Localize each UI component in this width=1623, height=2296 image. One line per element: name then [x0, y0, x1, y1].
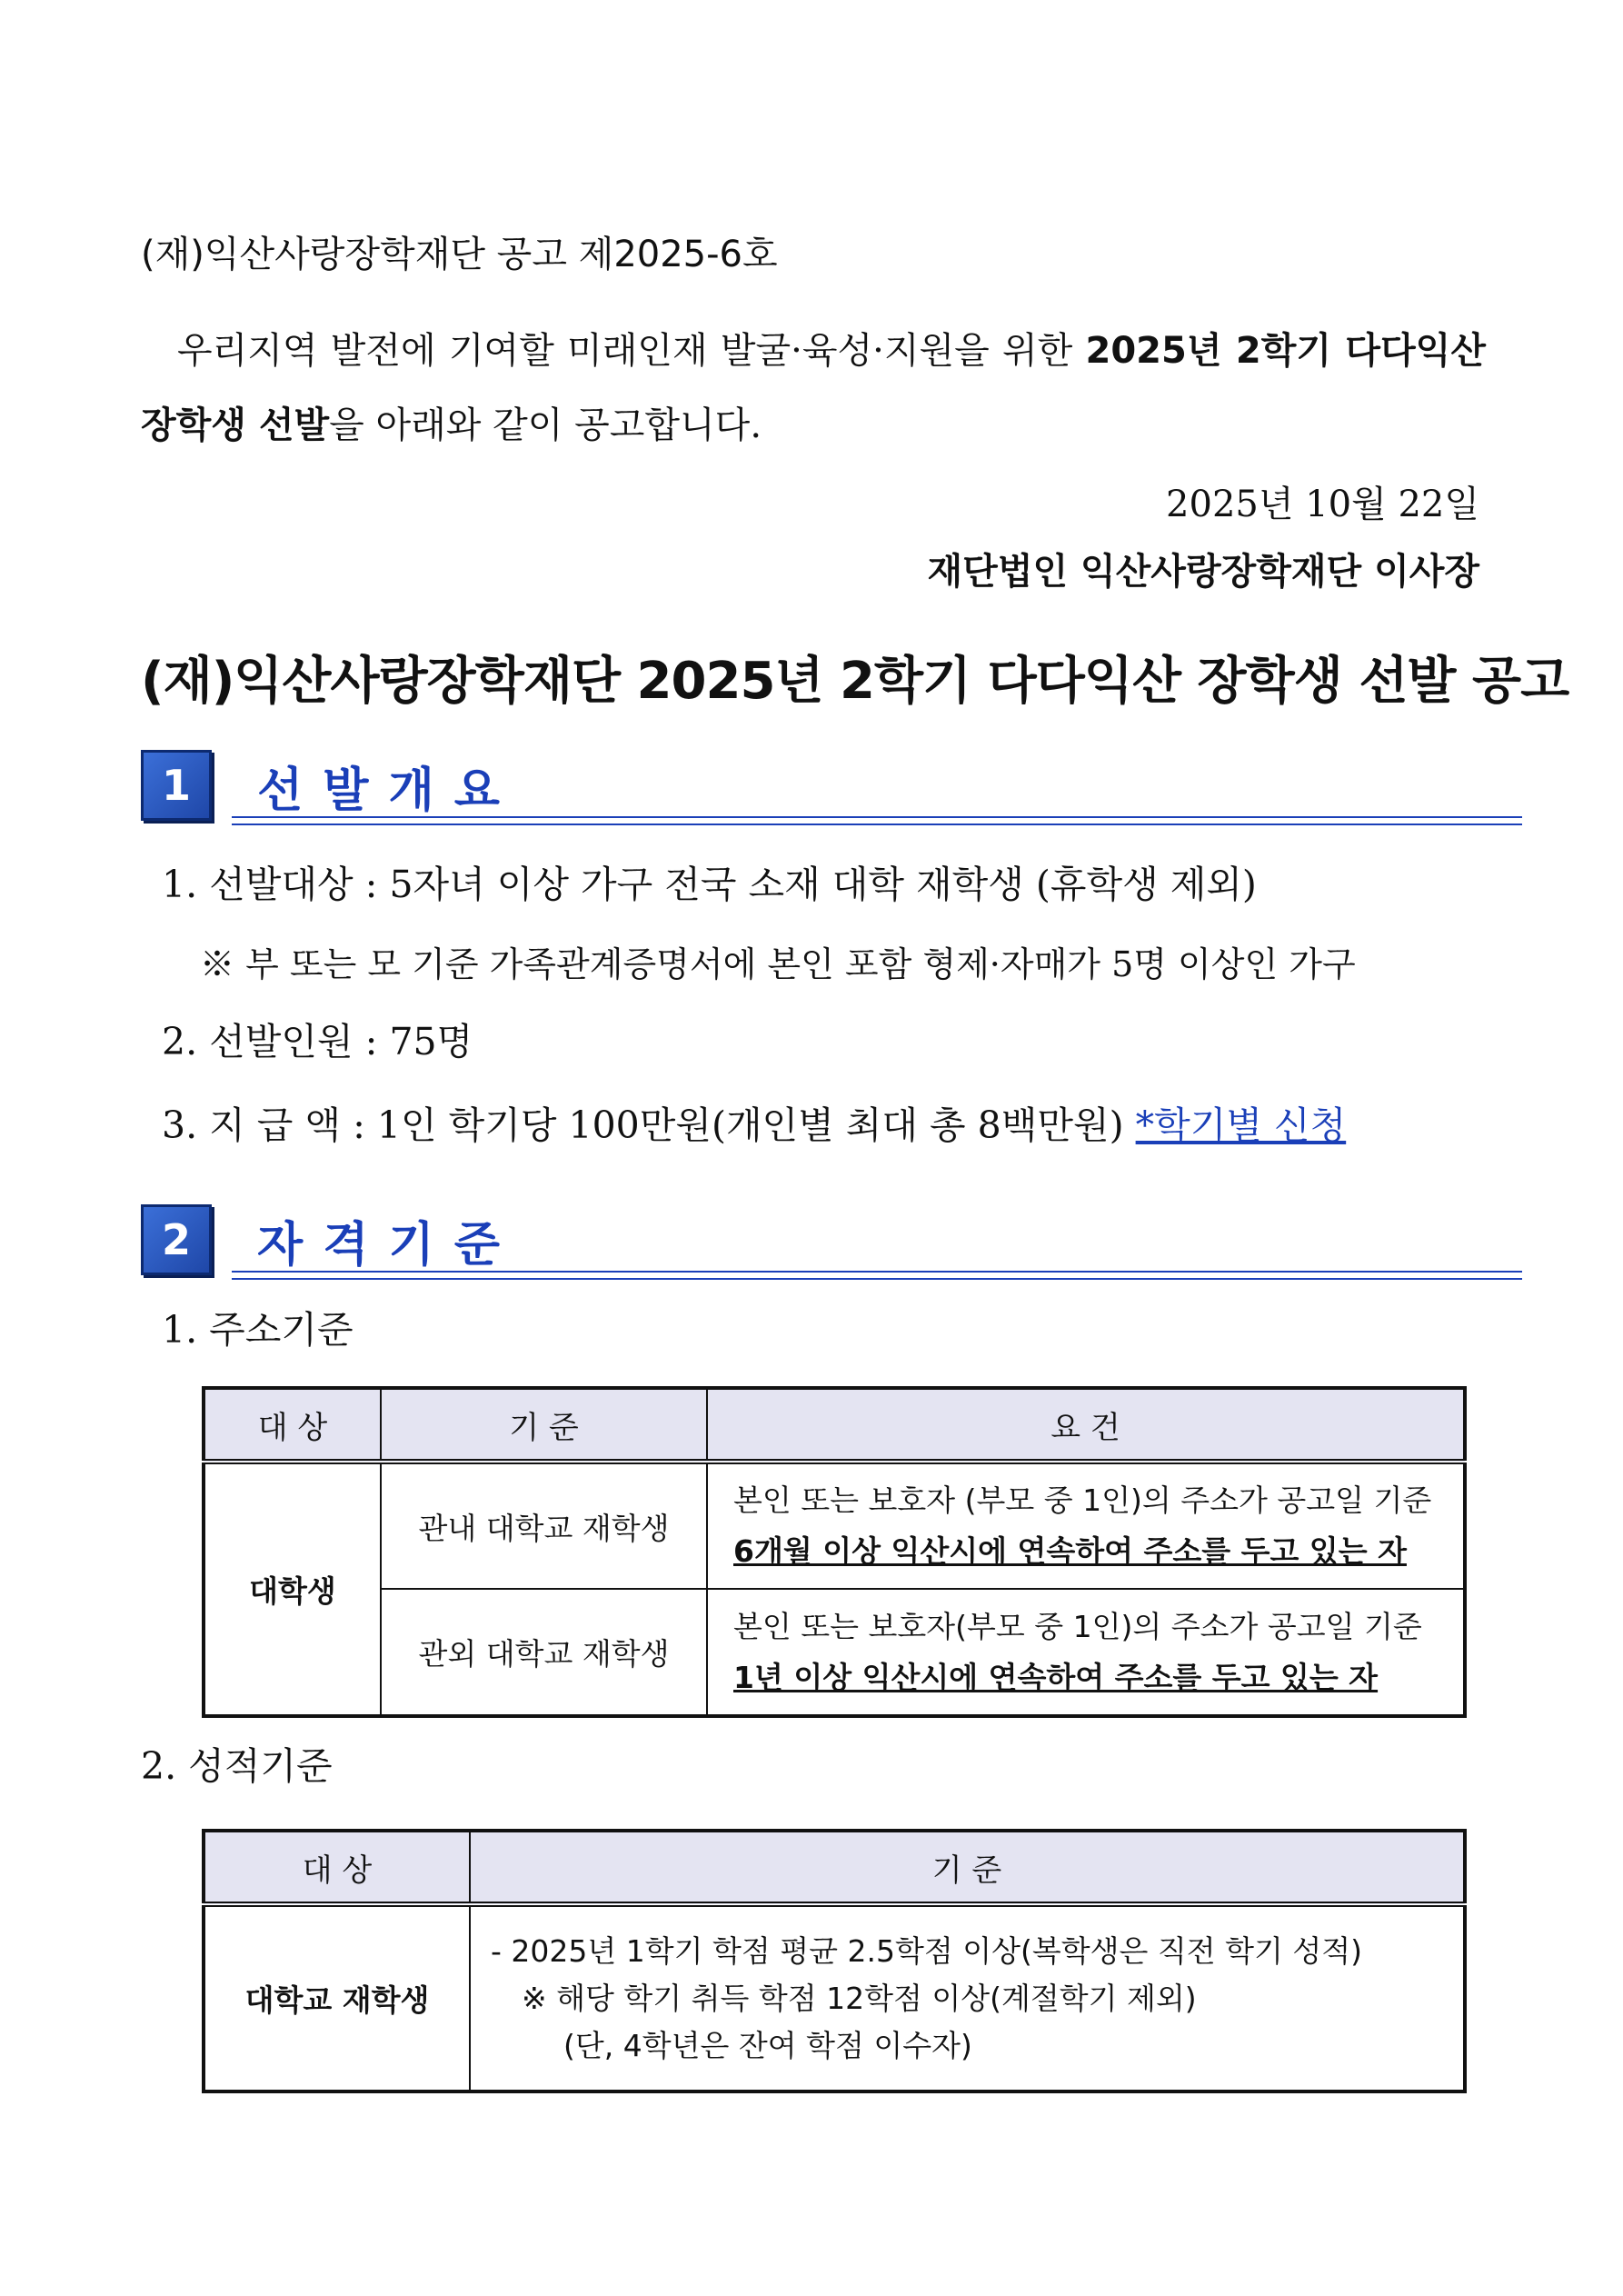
- requirement-line: 본인 또는 보호자 (부모 중 1인)의 주소가 공고일 기준: [733, 1482, 1432, 1518]
- target-cell: 대학생: [204, 1462, 381, 1716]
- overview-item-target: 1. 선발대상 : 5자녀 이상 가구 전국 소재 대학 재학생 (휴학생 제외): [162, 863, 1257, 906]
- intro-paragraph: [141, 314, 1486, 463]
- intro-bold: 2025년 2학기 다다익산 장학생 선발: [141, 330, 1486, 446]
- table-header: 기 준: [470, 1831, 1465, 1904]
- grade-note-sub: (단, 4학년은 잔여 학점 이수자): [563, 2027, 972, 2063]
- overview-note: ※ 부 또는 모 기준 가족관계증명서에 본인 포함 형제·자매가 5명 이상인 가구: [200, 944, 1356, 984]
- section-underline: [232, 1271, 1522, 1280]
- intro-text: 우리지역 발전에 기여할 미래인재 발굴·육성·지원을 위한: [177, 330, 1086, 372]
- page-title: (재)익산사랑장학재단 2025년 2학기 다다익산 장학생 선발 공고: [141, 652, 1569, 711]
- table-header-row: [204, 1831, 1465, 1904]
- overview-item-count: 2. 선발인원 : 75명: [162, 1020, 473, 1063]
- section-underline: [232, 816, 1522, 825]
- criteria-cell: 관내 대학교 재학생: [381, 1462, 707, 1589]
- notice-number: (재)익산사랑장학재단 공고 제2025-6호: [141, 234, 778, 275]
- amount-text: 3. 지 급 액 : 1인 학기당 100만원(개인별 최대 총 8백만원): [162, 1103, 1136, 1147]
- requirement-cell: [707, 1462, 1465, 1589]
- table-header-row: [204, 1388, 1465, 1462]
- grade-criteria-cell: [470, 1904, 1465, 2091]
- semester-apply-link[interactable]: *학기별 신청: [1135, 1103, 1347, 1147]
- target-cell: 대학교 재학생: [204, 1904, 470, 2091]
- section-number-badge: 2: [141, 1204, 212, 1275]
- requirement-line: 본인 또는 보호자(부모 중 1인)의 주소가 공고일 기준: [733, 1608, 1422, 1644]
- table-header: 요 건: [707, 1388, 1465, 1462]
- requirement-line-emphasis: 1년 이상 익산시에 연속하여 주소를 두고 있는 자: [733, 1659, 1379, 1695]
- table-row: [204, 1589, 1465, 1716]
- subsection-grades: 2. 성적기준: [141, 1744, 333, 1788]
- requirement-line-emphasis: 6개월 이상 익산시에 연속하여 주소를 두고 있는 자: [733, 1533, 1407, 1569]
- grade-note: ※ 해당 학기 취득 학점 12학점 이상(계절학기 제외): [522, 1980, 1197, 2016]
- grade-criteria-table: [202, 1829, 1467, 2093]
- notice-date: 2025년 10월 22일: [1166, 484, 1479, 525]
- requirement-cell: [707, 1589, 1465, 1716]
- table-row: [204, 1904, 1465, 2091]
- overview-item-amount: [162, 1095, 1346, 1149]
- address-criteria-table: [202, 1386, 1467, 1718]
- section-header-overview: [141, 750, 1522, 823]
- subsection-address: 1. 주소기준: [162, 1308, 353, 1352]
- intro-text-end: 을 아래와 같이 공고합니다.: [329, 404, 762, 446]
- criteria-cell: 관외 대학교 재학생: [381, 1589, 707, 1716]
- section-title: 선발개요: [257, 764, 520, 818]
- issuer: 재단법인 익산사랑장학재단 이사장: [927, 551, 1479, 593]
- section-number-badge: 1: [141, 750, 212, 821]
- table-header: 기 준: [381, 1388, 707, 1462]
- table-header: 대 상: [204, 1388, 381, 1462]
- table-header: 대 상: [204, 1831, 470, 1904]
- section-title: 자격기준: [257, 1218, 520, 1273]
- grade-line: - 2025년 1학기 학점 평균 2.5학점 이상(복학생은 직전 학기 성적): [491, 1932, 1362, 1969]
- table-row: [204, 1462, 1465, 1589]
- section-header-eligibility: [141, 1204, 1522, 1277]
